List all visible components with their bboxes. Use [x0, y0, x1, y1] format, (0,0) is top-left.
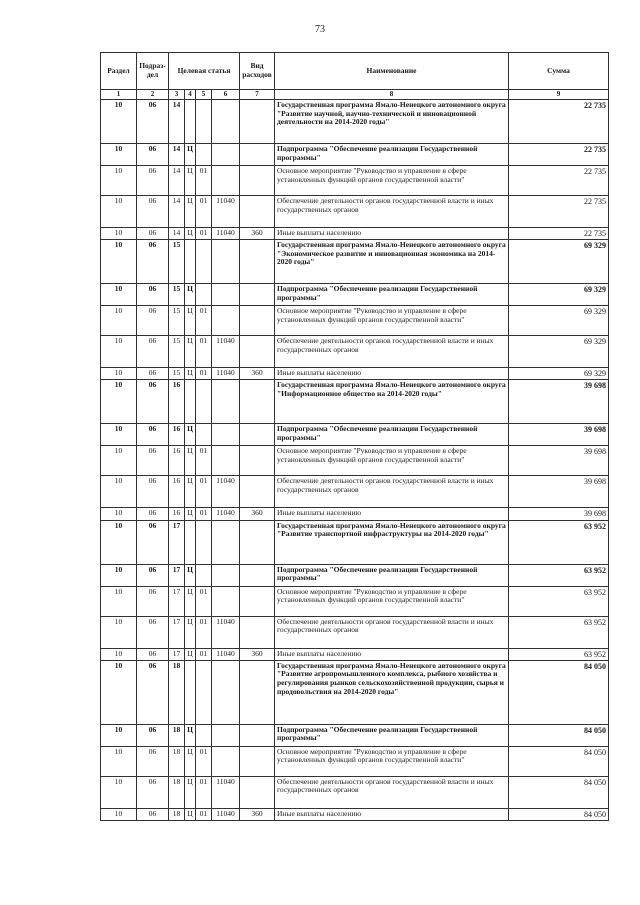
code-cell: 06: [137, 616, 169, 648]
code-cell: Ц: [185, 446, 196, 476]
sum-cell: 39 698: [509, 508, 609, 520]
code-cell: 14: [169, 144, 185, 166]
code-cell: 10: [101, 240, 137, 284]
code-cell: [185, 520, 196, 564]
code-cell: [212, 240, 240, 284]
name-cell: Иные выплаты населению: [275, 368, 509, 380]
code-cell: [212, 424, 240, 446]
code-cell: [240, 520, 275, 564]
code-cell: [240, 746, 275, 776]
column-number: 8: [275, 90, 509, 100]
sum-cell: 84 050: [509, 660, 609, 724]
code-cell: 06: [137, 520, 169, 564]
code-cell: 10: [101, 746, 137, 776]
code-cell: [196, 660, 212, 724]
header-razdel: Раздел: [101, 53, 137, 90]
code-cell: 10: [101, 648, 137, 660]
code-cell: [196, 100, 212, 144]
header-expense-type: Вид расходов: [240, 53, 275, 90]
code-cell: 10: [101, 724, 137, 746]
code-cell: 06: [137, 228, 169, 240]
name-cell: Государственная программа Ямало-Ненецкого автономного округа "Информационное общество на 2014-2020 годы": [275, 380, 509, 424]
table-row: [101, 144, 609, 166]
code-cell: Ц: [185, 648, 196, 660]
code-cell: 06: [137, 306, 169, 336]
code-cell: 18: [169, 776, 185, 808]
code-cell: [212, 144, 240, 166]
column-number: 3: [169, 90, 185, 100]
code-cell: [212, 564, 240, 586]
code-cell: [240, 336, 275, 368]
sum-cell: 22 735: [509, 166, 609, 196]
code-cell: 01: [196, 508, 212, 520]
code-cell: 01: [196, 196, 212, 228]
sum-cell: 63 952: [509, 586, 609, 616]
name-cell: Основное мероприятие "Руководство и управление в сфере установленных функций органов государственной власти": [275, 446, 509, 476]
header-sum: Сумма: [509, 53, 609, 90]
code-cell: [240, 240, 275, 284]
table-row: [101, 100, 609, 144]
sum-cell: 22 735: [509, 144, 609, 166]
name-cell: Государственная программа Ямало-Ненецкого автономного округа "Развитие транспортной инфраструктуры на 2014-2020 годы": [275, 520, 509, 564]
code-cell: 18: [169, 724, 185, 746]
code-cell: Ц: [185, 724, 196, 746]
code-cell: [196, 564, 212, 586]
code-cell: 06: [137, 284, 169, 306]
code-cell: [212, 586, 240, 616]
name-cell: Обеспечение деятельности органов государственной власти и иных государственных органов: [275, 336, 509, 368]
name-cell: Иные выплаты населению: [275, 228, 509, 240]
table-row: [101, 724, 609, 746]
name-cell: Обеспечение деятельности органов государственной власти и иных государственных органов: [275, 476, 509, 508]
code-cell: 10: [101, 284, 137, 306]
name-cell: Подпрограмма "Обеспечение реализации Государственной программы": [275, 724, 509, 746]
code-cell: 11040: [212, 776, 240, 808]
code-cell: Ц: [185, 616, 196, 648]
code-cell: 01: [196, 336, 212, 368]
code-cell: [240, 586, 275, 616]
table-row: [101, 380, 609, 424]
code-cell: [185, 100, 196, 144]
code-cell: 15: [169, 240, 185, 284]
sum-cell: 84 050: [509, 746, 609, 776]
code-cell: [240, 100, 275, 144]
code-cell: Ц: [185, 284, 196, 306]
name-cell: Обеспечение деятельности органов государственной власти и иных государственных органов: [275, 616, 509, 648]
code-cell: 10: [101, 166, 137, 196]
code-cell: 06: [137, 564, 169, 586]
code-cell: [196, 284, 212, 306]
code-cell: 06: [137, 380, 169, 424]
budget-table: [100, 52, 609, 821]
code-cell: 06: [137, 446, 169, 476]
code-cell: 10: [101, 508, 137, 520]
table-row: [101, 336, 609, 368]
sum-cell: 63 952: [509, 616, 609, 648]
column-numbers-row: [101, 90, 609, 100]
name-cell: Государственная программа Ямало-Ненецкого автономного округа "Развитие агропромышленного комплекса, рыбного хозяйства и регулирования рынков сельскохозяйственной продукции, сырья и продовольствия на 2014-2020 годы": [275, 660, 509, 724]
code-cell: 10: [101, 424, 137, 446]
sum-cell: 63 952: [509, 564, 609, 586]
column-number: 4: [185, 90, 196, 100]
code-cell: 360: [240, 508, 275, 520]
code-cell: [240, 284, 275, 306]
code-cell: 06: [137, 240, 169, 284]
name-cell: Иные выплаты населению: [275, 508, 509, 520]
code-cell: 01: [196, 446, 212, 476]
sum-cell: 39 698: [509, 446, 609, 476]
code-cell: [212, 306, 240, 336]
sum-cell: 22 735: [509, 196, 609, 228]
table-row: [101, 368, 609, 380]
code-cell: [196, 520, 212, 564]
column-number: 2: [137, 90, 169, 100]
code-cell: 06: [137, 476, 169, 508]
code-cell: 17: [169, 520, 185, 564]
code-cell: 15: [169, 284, 185, 306]
code-cell: 06: [137, 808, 169, 820]
code-cell: 360: [240, 808, 275, 820]
code-cell: [212, 380, 240, 424]
code-cell: Ц: [185, 424, 196, 446]
column-number: 9: [509, 90, 609, 100]
code-cell: 14: [169, 100, 185, 144]
code-cell: 10: [101, 306, 137, 336]
code-cell: 06: [137, 746, 169, 776]
code-cell: 01: [196, 746, 212, 776]
code-cell: 01: [196, 166, 212, 196]
code-cell: 15: [169, 336, 185, 368]
name-cell: Обеспечение деятельности органов государственной власти и иных государственных органов: [275, 196, 509, 228]
column-number: 7: [240, 90, 275, 100]
code-cell: [196, 144, 212, 166]
code-cell: 17: [169, 586, 185, 616]
sum-cell: 84 050: [509, 776, 609, 808]
code-cell: 10: [101, 660, 137, 724]
code-cell: Ц: [185, 196, 196, 228]
code-cell: Ц: [185, 476, 196, 508]
code-cell: [212, 100, 240, 144]
table-row: [101, 776, 609, 808]
code-cell: Ц: [185, 306, 196, 336]
code-cell: 10: [101, 586, 137, 616]
code-cell: 10: [101, 776, 137, 808]
code-cell: 10: [101, 476, 137, 508]
code-cell: 18: [169, 660, 185, 724]
sum-cell: 39 698: [509, 424, 609, 446]
code-cell: 10: [101, 368, 137, 380]
code-cell: [240, 196, 275, 228]
code-cell: 10: [101, 228, 137, 240]
code-cell: 01: [196, 476, 212, 508]
code-cell: [212, 284, 240, 306]
code-cell: Ц: [185, 808, 196, 820]
code-cell: 17: [169, 616, 185, 648]
code-cell: Ц: [185, 586, 196, 616]
code-cell: [240, 776, 275, 808]
code-cell: [212, 166, 240, 196]
table-row: [101, 228, 609, 240]
table-body: [101, 100, 609, 821]
name-cell: Подпрограмма "Обеспечение реализации Государственной программы": [275, 424, 509, 446]
table-row: [101, 564, 609, 586]
sum-cell: 69 329: [509, 240, 609, 284]
code-cell: [240, 424, 275, 446]
code-cell: 11040: [212, 228, 240, 240]
code-cell: 15: [169, 306, 185, 336]
code-cell: 10: [101, 446, 137, 476]
code-cell: 01: [196, 808, 212, 820]
name-cell: Иные выплаты населению: [275, 648, 509, 660]
code-cell: 10: [101, 616, 137, 648]
code-cell: Ц: [185, 166, 196, 196]
code-cell: 16: [169, 380, 185, 424]
code-cell: Ц: [185, 746, 196, 776]
name-cell: Иные выплаты населению: [275, 808, 509, 820]
code-cell: 06: [137, 648, 169, 660]
code-cell: [240, 724, 275, 746]
table-row: [101, 240, 609, 284]
code-cell: 10: [101, 196, 137, 228]
code-cell: [196, 380, 212, 424]
sum-cell: 63 952: [509, 520, 609, 564]
code-cell: 18: [169, 746, 185, 776]
code-cell: 11040: [212, 508, 240, 520]
table-row: [101, 476, 609, 508]
code-cell: 360: [240, 648, 275, 660]
code-cell: Ц: [185, 508, 196, 520]
code-cell: 06: [137, 660, 169, 724]
code-cell: 14: [169, 228, 185, 240]
name-cell: Подпрограмма "Обеспечение реализации Государственной программы": [275, 564, 509, 586]
code-cell: [212, 446, 240, 476]
table-row: [101, 616, 609, 648]
table-row: [101, 660, 609, 724]
code-cell: 06: [137, 100, 169, 144]
sum-cell: 84 050: [509, 808, 609, 820]
code-cell: Ц: [185, 336, 196, 368]
sum-cell: 69 329: [509, 336, 609, 368]
code-cell: 01: [196, 776, 212, 808]
sum-cell: 69 329: [509, 306, 609, 336]
code-cell: 15: [169, 368, 185, 380]
code-cell: [185, 660, 196, 724]
code-cell: 16: [169, 424, 185, 446]
code-cell: 360: [240, 368, 275, 380]
table-row: [101, 196, 609, 228]
code-cell: 06: [137, 336, 169, 368]
table-row: [101, 808, 609, 820]
name-cell: Подпрограмма "Обеспечение реализации Государственной программы": [275, 284, 509, 306]
code-cell: Ц: [185, 776, 196, 808]
code-cell: 06: [137, 424, 169, 446]
table-row: [101, 746, 609, 776]
code-cell: [240, 660, 275, 724]
code-cell: [240, 144, 275, 166]
name-cell: Основное мероприятие "Руководство и управление в сфере установленных функций органов государственной власти": [275, 746, 509, 776]
code-cell: 11040: [212, 336, 240, 368]
code-cell: 11040: [212, 616, 240, 648]
sum-cell: 84 050: [509, 724, 609, 746]
column-number: 1: [101, 90, 137, 100]
code-cell: 16: [169, 508, 185, 520]
code-cell: 16: [169, 446, 185, 476]
code-cell: 10: [101, 144, 137, 166]
code-cell: 06: [137, 144, 169, 166]
table-row: [101, 284, 609, 306]
code-cell: 10: [101, 564, 137, 586]
code-cell: [240, 380, 275, 424]
code-cell: Ц: [185, 228, 196, 240]
name-cell: Государственная программа Ямало-Ненецкого автономного округа "Экономическое развитие и инновационная экономика на 2014-2020 годы": [275, 240, 509, 284]
name-cell: Основное мероприятие "Руководство и управление в сфере установленных функций органов государственной власти": [275, 166, 509, 196]
code-cell: 06: [137, 586, 169, 616]
code-cell: 11040: [212, 648, 240, 660]
code-cell: [212, 746, 240, 776]
code-cell: 01: [196, 648, 212, 660]
sum-cell: 69 329: [509, 284, 609, 306]
code-cell: [196, 240, 212, 284]
sum-cell: 22 735: [509, 228, 609, 240]
name-cell: Государственная программа Ямало-Ненецкого автономного округа "Развитие научной, научно-технической и инновационной деятельности на 2014-2020 годы": [275, 100, 509, 144]
code-cell: 10: [101, 520, 137, 564]
sum-cell: 69 329: [509, 368, 609, 380]
code-cell: [185, 380, 196, 424]
code-cell: 06: [137, 166, 169, 196]
table-row: [101, 508, 609, 520]
code-cell: 10: [101, 380, 137, 424]
table-row: [101, 424, 609, 446]
table-row: [101, 520, 609, 564]
column-number: 5: [196, 90, 212, 100]
column-number: 6: [212, 90, 240, 100]
code-cell: 06: [137, 196, 169, 228]
code-cell: 14: [169, 196, 185, 228]
code-cell: [212, 520, 240, 564]
code-cell: [185, 240, 196, 284]
code-cell: [240, 616, 275, 648]
code-cell: 11040: [212, 196, 240, 228]
code-cell: 01: [196, 586, 212, 616]
code-cell: [240, 476, 275, 508]
code-cell: 17: [169, 564, 185, 586]
code-cell: 06: [137, 368, 169, 380]
code-cell: Ц: [185, 368, 196, 380]
code-cell: 11040: [212, 476, 240, 508]
code-cell: 10: [101, 336, 137, 368]
code-cell: [240, 166, 275, 196]
table-row: [101, 446, 609, 476]
code-cell: 01: [196, 306, 212, 336]
code-cell: [212, 724, 240, 746]
sum-cell: 63 952: [509, 648, 609, 660]
code-cell: 06: [137, 776, 169, 808]
name-cell: Обеспечение деятельности органов государственной власти и иных государственных органов: [275, 776, 509, 808]
code-cell: 10: [101, 808, 137, 820]
code-cell: 01: [196, 616, 212, 648]
code-cell: [240, 446, 275, 476]
code-cell: 11040: [212, 368, 240, 380]
code-cell: Ц: [185, 144, 196, 166]
name-cell: Подпрограмма "Обеспечение реализации Государственной программы": [275, 144, 509, 166]
code-cell: 10: [101, 100, 137, 144]
code-cell: [240, 306, 275, 336]
page-number: 73: [315, 24, 325, 35]
code-cell: [196, 724, 212, 746]
sum-cell: 22 735: [509, 100, 609, 144]
code-cell: 06: [137, 724, 169, 746]
code-cell: 17: [169, 648, 185, 660]
header-podrazdel: Подраз-дел: [137, 53, 169, 90]
code-cell: Ц: [185, 564, 196, 586]
code-cell: 01: [196, 228, 212, 240]
code-cell: 06: [137, 508, 169, 520]
name-cell: Основное мероприятие "Руководство и управление в сфере установленных функций органов государственной власти": [275, 306, 509, 336]
table-row: [101, 648, 609, 660]
header-target-article: Целевая статья: [169, 53, 240, 90]
code-cell: [196, 424, 212, 446]
code-cell: 01: [196, 368, 212, 380]
code-cell: 16: [169, 476, 185, 508]
table-row: [101, 166, 609, 196]
header-name: Наименование: [275, 53, 509, 90]
code-cell: [240, 564, 275, 586]
name-cell: Основное мероприятие "Руководство и управление в сфере установленных функций органов государственной власти": [275, 586, 509, 616]
code-cell: 360: [240, 228, 275, 240]
code-cell: 18: [169, 808, 185, 820]
sum-cell: 39 698: [509, 476, 609, 508]
code-cell: [212, 660, 240, 724]
sum-cell: 39 698: [509, 380, 609, 424]
table-row: [101, 586, 609, 616]
code-cell: 14: [169, 166, 185, 196]
code-cell: 11040: [212, 808, 240, 820]
table-row: [101, 306, 609, 336]
